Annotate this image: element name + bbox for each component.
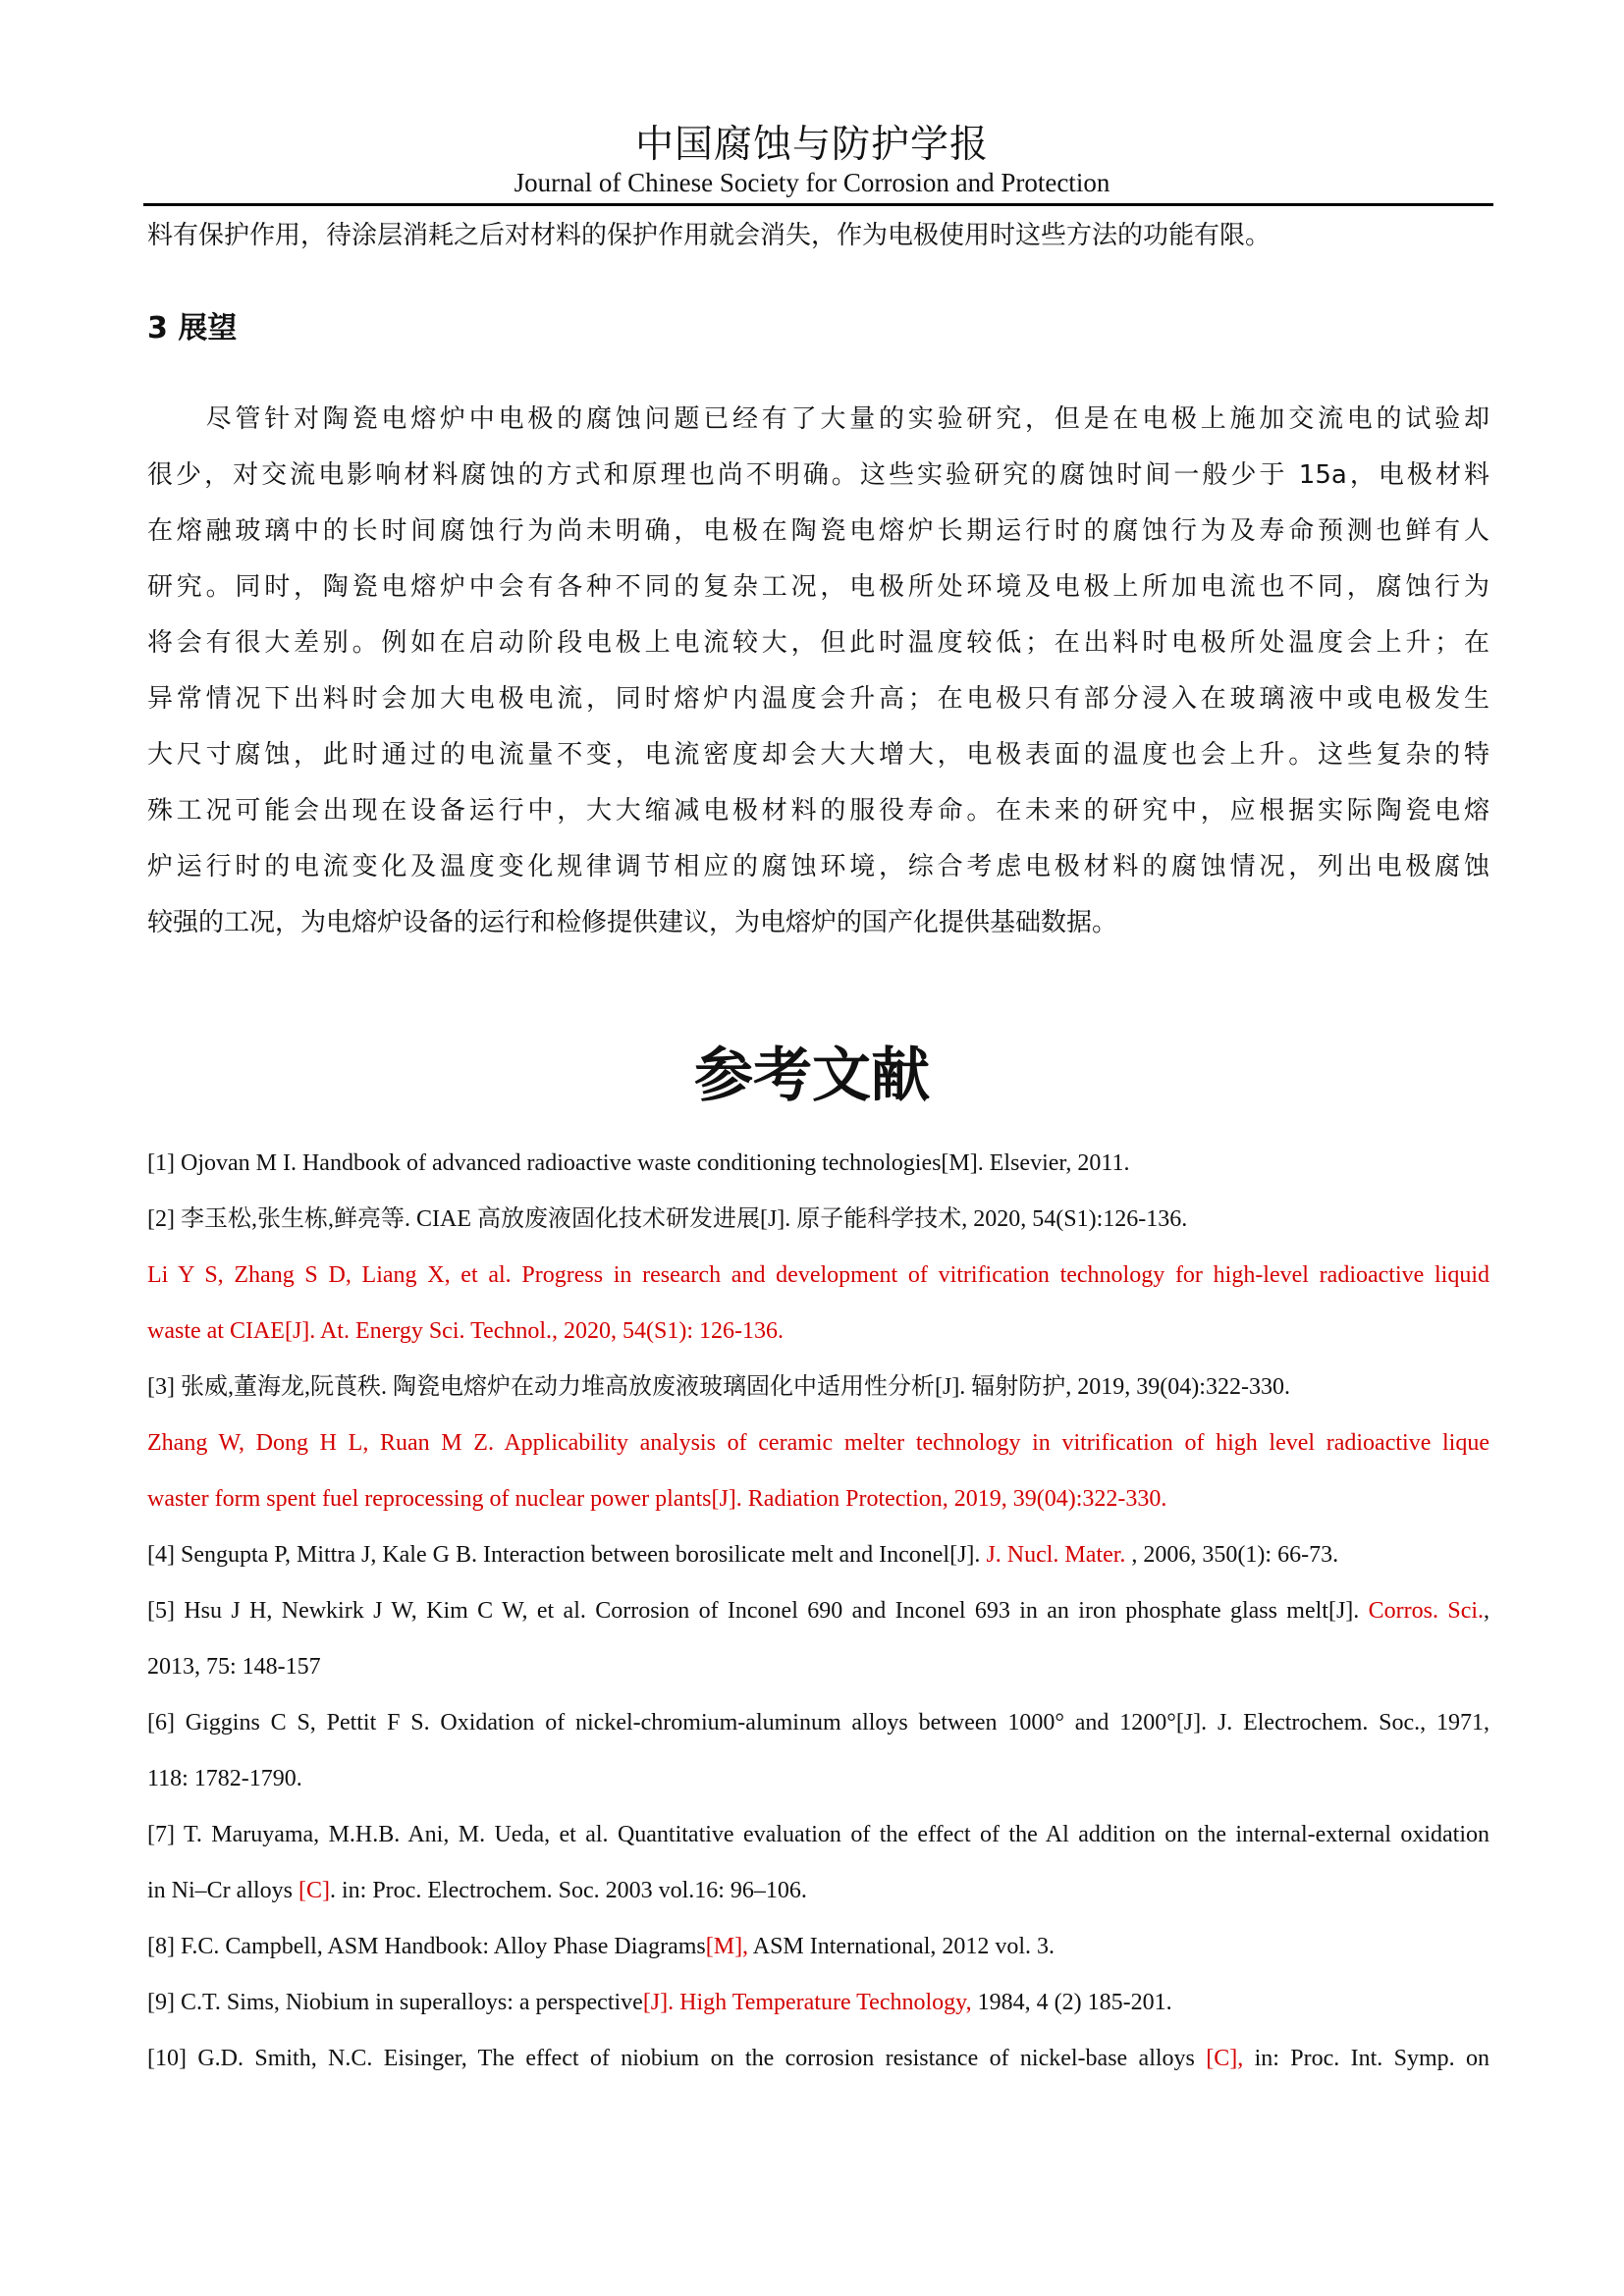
outlook-paragraph bbox=[147, 392, 1489, 951]
reference-text: [2] 李玉松,张生栋,鲜亮等. CIAE 高放废液固化技术研发进展[J]. 原子能科学技术, 2020, 54(S1):126-136. bbox=[147, 1206, 1188, 1232]
reference-line bbox=[147, 1527, 1489, 1583]
reference-text: [1] Ojovan M I. Handbook of advanced radioactive waste conditioning technologies[M]. Elsevier, 2011. bbox=[147, 1150, 1130, 1176]
reference-line bbox=[147, 1248, 1489, 1304]
reference-text: in: Proc. Int. Symp. on bbox=[1243, 2046, 1489, 2071]
reference-highlight: Li Y S, Zhang S D, Liang X, et al. Progress in research and development of vitrification technology for high-level radioactive liquid bbox=[147, 1262, 1489, 1288]
reference-line bbox=[147, 1863, 1489, 1919]
paragraph-line: 很少，对交流电影响材料腐蚀的方式和原理也尚不明确。这些实验研究的腐蚀时间一般少于 15a，电极材料 bbox=[147, 460, 1489, 490]
reference-line bbox=[147, 1975, 1489, 2031]
reference-line bbox=[147, 1192, 1489, 1248]
reference-line bbox=[147, 1360, 1489, 1415]
reference-text: 118: 1782-1790. bbox=[147, 1766, 302, 1791]
reference-text: [4] Sengupta P, Mittra J, Kale G B. Interaction between borosilicate melt and Inconel[J]. bbox=[147, 1542, 987, 1568]
reference-text: , bbox=[1484, 1598, 1489, 1624]
paragraph-line: 殊工况可能会出现在设备运行中，大大缩减电极材料的服役寿命。在未来的研究中，应根据实际陶瓷电熔 bbox=[147, 796, 1489, 826]
reference-highlight: waster form spent fuel reprocessing of nuclear power plants[J]. Radiation Protection, 2019, 39(04):322-330. bbox=[147, 1486, 1167, 1512]
reference-text: 1984, 4 (2) 185-201. bbox=[971, 1990, 1172, 2015]
paragraph-line: 较强的工况，为电熔炉设备的运行和检修提供建议，为电熔炉的国产化提供基础数据。 bbox=[147, 908, 1118, 937]
reference-highlight: Corros. Sci. bbox=[1368, 1598, 1485, 1624]
journal-title-en: Journal of Chinese Society for Corrosion and Protection bbox=[514, 168, 1110, 197]
reference-highlight: [M], bbox=[705, 1934, 749, 1959]
reference-line bbox=[147, 1919, 1489, 1975]
paragraph-line: 炉运行时的电流变化及温度变化规律调节相应的腐蚀环境，综合考虑电极材料的腐蚀情况，列出电极腐蚀 bbox=[147, 852, 1489, 881]
reference-text: , 2006, 350(1): 66-73. bbox=[1125, 1542, 1339, 1568]
reference-highlight: [C], bbox=[1206, 2046, 1244, 2071]
reference-text: [8] F.C. Campbell, ASM Handbook: Alloy Phase Diagrams bbox=[147, 1934, 706, 1959]
reference-text: [10] G.D. Smith, N.C. Eisinger, The effect of niobium on the corrosion resistance of nickel-base alloys bbox=[147, 2046, 1207, 2071]
reference-line bbox=[147, 1415, 1489, 1471]
reference-text: [3] 张威,董海龙,阮莨秩. 陶瓷电熔炉在动力堆高放废液玻璃固化中适用性分析[J]. 辐射防护, 2019, 39(04):322-330. bbox=[147, 1374, 1290, 1400]
section-heading: 3 展望 bbox=[147, 311, 238, 346]
reference-text: 2013, 75: 148-157 bbox=[147, 1654, 321, 1680]
reference-text: [6] Giggins C S, Pettit F S. Oxidation of nickel-chromium-aluminum alloys between 1000° and 1200°[J]. J. Electrochem. Soc., 1971, bbox=[147, 1710, 1489, 1735]
reference-text: ASM International, 2012 vol. 3. bbox=[748, 1934, 1056, 1959]
reference-text: [5] Hsu J H, Newkirk J W, Kim C W, et al. Corrosion of Inconel 690 and Inconel 693 in an iron phosphate glass melt[J]. bbox=[147, 1598, 1369, 1624]
paragraph-line: 在熔融玻璃中的长时间腐蚀行为尚未明确，电极在陶瓷电熔炉长期运行时的腐蚀行为及寿命预测也鲜有人 bbox=[147, 516, 1489, 546]
reference-highlight: [J]. High Temperature Technology, bbox=[642, 1990, 972, 2015]
reference-line bbox=[147, 1751, 1489, 1807]
reference-text: in Ni–Cr alloys bbox=[147, 1878, 298, 1903]
reference-highlight: Zhang W, Dong H L, Ruan M Z. Applicability analysis of ceramic melter technology in vitrification of high level radioactive lique bbox=[147, 1430, 1489, 1456]
reference-line bbox=[147, 1471, 1489, 1527]
reference-line bbox=[147, 1583, 1489, 1639]
text-line: 料有保护作用，待涂层消耗之后对材料的保护作用就会消失，作为电极使用时这些方法的功能有限。 bbox=[147, 221, 1272, 250]
paragraph-line: 大尺寸腐蚀，此时通过的电流量不变，电流密度却会大大增大，电极表面的温度也会上升。这些复杂的特 bbox=[147, 740, 1489, 770]
journal-title-cn: 中国腐蚀与防护学报 bbox=[634, 123, 989, 167]
paragraph-line: 尽管针对陶瓷电熔炉中电极的腐蚀问题已经有了大量的实验研究，但是在电极上施加交流电的试验却 bbox=[147, 404, 1489, 434]
reference-line bbox=[147, 1304, 1489, 1360]
reference-line bbox=[147, 1695, 1489, 1751]
reference-text: [7] T. Maruyama, M.H.B. Ani, M. Ueda, et al. Quantitative evaluation of the effect of the Al addition on the internal-external oxidation bbox=[147, 1822, 1489, 1847]
reference-highlight: waste at CIAE[J]. At. Energy Sci. Technol., 2020, 54(S1): 126-136. bbox=[147, 1318, 785, 1344]
reference-line bbox=[147, 1136, 1489, 1192]
reference-text: . in: Proc. Electrochem. Soc. 2003 vol.16: 96–106. bbox=[330, 1878, 807, 1903]
reference-line bbox=[147, 1807, 1489, 1863]
paragraph-line: 异常情况下出料时会加大电极电流，同时熔炉内温度会升高；在电极只有部分浸入在玻璃液中或电极发生 bbox=[147, 684, 1489, 714]
references-title: 参考文献 bbox=[694, 1041, 930, 1110]
reference-line bbox=[147, 2031, 1489, 2087]
reference-line bbox=[147, 1639, 1489, 1695]
reference-text: [9] C.T. Sims, Niobium in superalloys: a perspective bbox=[147, 1990, 643, 2015]
paragraph-line: 研究。同时，陶瓷电熔炉中会有各种不同的复杂工况，电极所处环境及电极上所加电流也不同，腐蚀行为 bbox=[147, 572, 1489, 602]
reference-list bbox=[147, 1136, 1489, 2087]
reference-highlight: [C] bbox=[298, 1878, 330, 1903]
header-rule bbox=[143, 203, 1493, 206]
paragraph-line: 将会有很大差别。例如在启动阶段电极上电流较大，但此时温度较低；在出料时电极所处温度会上升；在 bbox=[147, 628, 1489, 658]
reference-highlight: J. Nucl. Mater. bbox=[986, 1542, 1126, 1568]
carryover-paragraph bbox=[147, 208, 1489, 264]
